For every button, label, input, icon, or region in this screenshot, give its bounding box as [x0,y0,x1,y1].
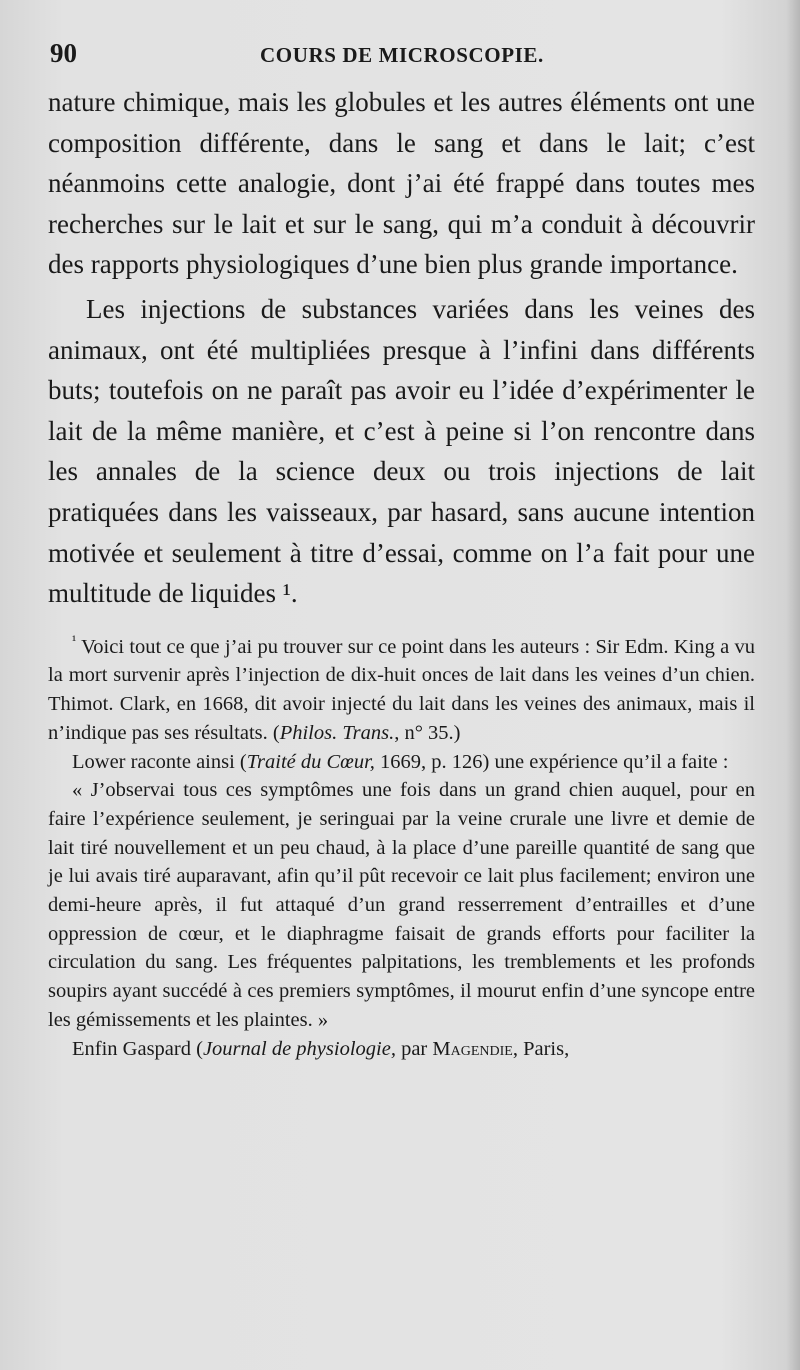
page-number: 90 [50,38,77,68]
quotation-text: « J’observai tous ces symptômes une fois dans un grand chien auquel, pour en faire l’expérience seulement, je seringuai par la veine crurale une livre et demie de lait tiré nouvellement et un peu chaud, à la place d’une pareille quantité de sang que je lui avais tiré auparavant, afin qu’il pût recevoir ce lait plus facilement; environ une demi-heure après, il fut attaqué d’un grand resserrement d’entrailles et d’une oppression de cœur, et le diaphragme faisait de grands efforts pour faciliter la circulation du sang. Les fréquentes palpitations, les tremblements et les profonds soupirs ayant succédé à ces premiers symptômes, il mourut enfin d’une syncope entre les gémissements et les plaintes. » [48,779,755,1031]
page-body [48,82,755,1063]
footnote-text: Enfin Gaspard ( [72,1037,203,1060]
footnote-lower [48,748,755,777]
citation: Journal de physiologie, [202,1037,396,1060]
citation: Traité du Cœur, [246,750,375,773]
paragraph-text: Les injections de substances variées dans les veines des animaux, ont été multipliées presque à l’infini dans différents buts; toutefois on ne paraît pas avoir eu l’idée d’expérimenter le lait de la même manière, et c’est à peine si l’on rencontre dans les annales de la science deux ou trois injections de lait pratiquées dans les vaisseaux, par hasard, sans aucune intention motivée et seulement à titre d’essai, comme on l’a fait pour une multitude de liquides [48,293,755,609]
footnote-marker: ¹ [72,633,77,649]
footnote-text: par [395,1037,433,1060]
footnotes [48,633,755,1064]
author-name: Magendie [432,1037,513,1060]
footnote-1 [48,633,755,748]
footnote-reference: ¹. [282,578,298,609]
page-header [50,38,755,78]
footnote-quote [48,776,755,1034]
footnote-text: Lower raconte ainsi ( [72,750,247,773]
paragraph-continued [48,82,755,285]
footnote-text: , n° 35.) [394,721,461,744]
paragraph-text: nature chimique, mais les globules et les autres éléments ont une composition différente, dans le sang et dans le lait; c’est néanmoins cette analogie, dont j’ai été frappé dans toutes mes recherches sur le lait et sur le sang, qui m’a conduit à découvrir des rapports physiologiques d’une bien plus grande importance. [48,87,755,280]
citation: Philos. Trans. [279,721,395,744]
footnote-text: Voici tout ce que j’ai pu trouver sur ce point dans les auteurs : Sir Edm. King a vu la mort survenir après l’injection de dix-huit onces de lait dans les veines d’un chien. Thimot. Clark, en 1668, dit avoir injecté du lait dans les veines des animaux, mais il n’indique pas ses résultats. ( [48,635,755,744]
footnote-gaspard [48,1035,755,1064]
footnote-text: 1669, p. 126) une expérience qu’il a faite : [374,750,729,773]
running-head: COURS DE MICROSCOPIE. [260,43,544,67]
footnote-text: , Paris, [512,1037,570,1060]
paragraph-injections [48,289,755,614]
